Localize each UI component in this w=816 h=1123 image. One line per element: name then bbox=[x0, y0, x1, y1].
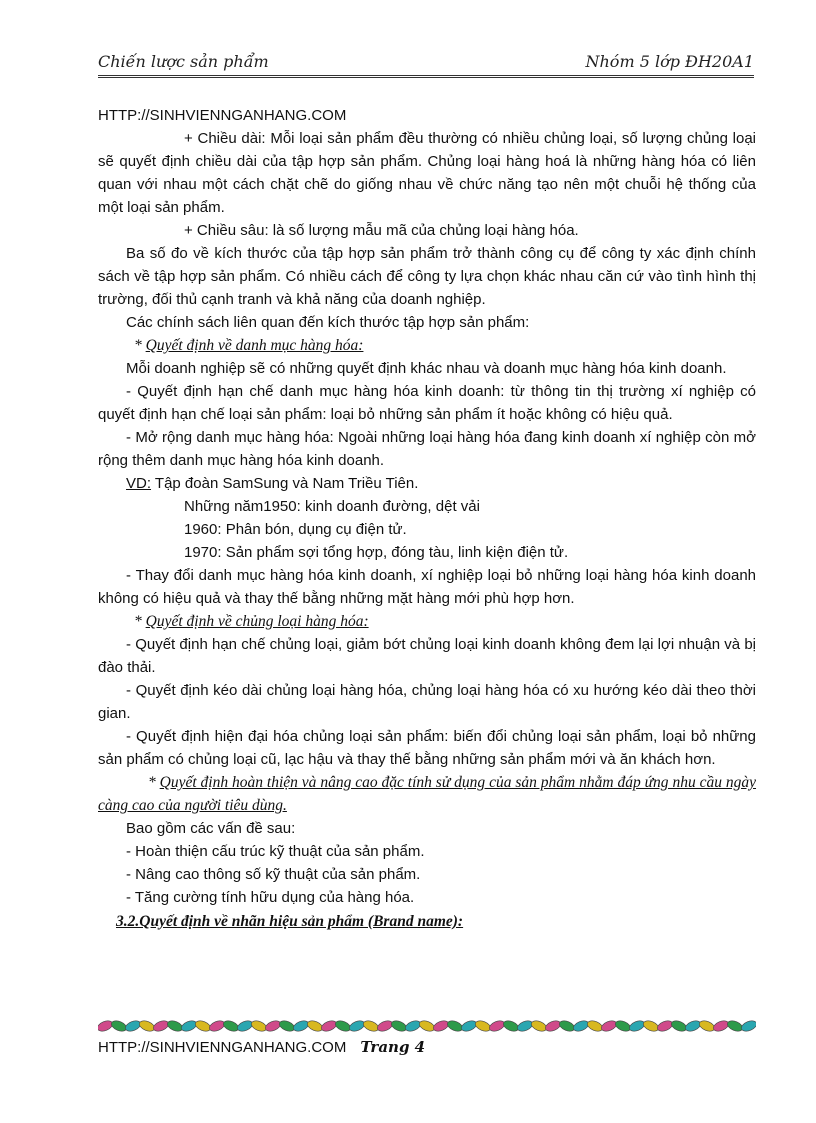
page-number: Trang 4 bbox=[360, 1038, 426, 1056]
paragraph-bao-gom: Bao gồm các vấn đề sau: bbox=[126, 820, 296, 837]
source-url: HTTP://SINHVIENNGANHANG.COM bbox=[98, 107, 347, 124]
paragraph-hien-dai-hoa: - Quyết định hiện đại hóa chủng loại sản phẩm: biến đổi chủng loại sản phẩm, loại bỏ những sản phẩm có chủng loại cũ, lạc hậu và thay thế bằng những sản phẩm mới và ăn khách hơn. bbox=[98, 728, 756, 768]
border-link bbox=[222, 1019, 240, 1033]
subheading-chung-loai bbox=[98, 610, 756, 633]
border-link bbox=[740, 1019, 756, 1033]
page-header bbox=[98, 50, 754, 78]
border-link bbox=[446, 1019, 464, 1033]
border-link bbox=[334, 1019, 352, 1033]
star-marker: * bbox=[148, 774, 156, 791]
border-link bbox=[320, 1019, 338, 1033]
header-group: Nhóm 5 lớp ĐH20A1 bbox=[585, 52, 754, 71]
paragraph-chieu-sau: + Chiều sâu: là số lượng mẫu mã của chủng loại hàng hóa. bbox=[184, 222, 579, 239]
border-link bbox=[530, 1019, 548, 1033]
border-link bbox=[712, 1019, 730, 1033]
border-link bbox=[502, 1019, 520, 1033]
border-link bbox=[236, 1019, 254, 1033]
border-link bbox=[278, 1019, 296, 1033]
border-link bbox=[474, 1019, 492, 1033]
subheading-chung-loai-text: Quyết định về chủng loại hàng hóa: bbox=[145, 613, 369, 630]
footer-url: HTTP://SINHVIENNGANHANG.COM bbox=[98, 1039, 347, 1056]
border-link bbox=[208, 1019, 226, 1033]
border-link bbox=[250, 1019, 268, 1033]
paragraph-ba-so-do: Ba số đo về kích thước của tập hợp sản phẩm trở thành công cụ để công ty xác định chính sách về tập hợp sản phẩm. Có nhiều cách để công ty lựa chọn khác nhau căn cứ vào tình hình thị trường, đối thủ cạnh tranh và khả năng của doanh nghiệp. bbox=[98, 245, 756, 308]
border-link bbox=[726, 1019, 744, 1033]
border-link bbox=[600, 1019, 618, 1033]
border-link bbox=[516, 1019, 534, 1033]
border-link bbox=[124, 1019, 142, 1033]
paragraph-cac-chinh-sach: Các chính sách liên quan đến kích thước tập hợp sản phẩm: bbox=[126, 314, 530, 331]
border-link bbox=[180, 1019, 198, 1033]
border-link bbox=[264, 1019, 282, 1033]
paragraph-han-che-danh-muc: - Quyết định hạn chế danh mục hàng hóa kinh doanh: từ thông tin thị trường xí nghiệp có quyết định hạn chế loại sản phẩm: loại bỏ những sản phẩm ít hoặc không có hiệu quả. bbox=[98, 383, 756, 423]
list-item-cau-truc: - Hoàn thiện cấu trúc kỹ thuật của sản phẩm. bbox=[126, 843, 425, 860]
border-link bbox=[642, 1019, 660, 1033]
list-item-thong-so: - Nâng cao thông số kỹ thuật của sản phẩm. bbox=[126, 866, 421, 883]
border-link bbox=[292, 1019, 310, 1033]
border-link bbox=[362, 1019, 380, 1033]
border-link bbox=[572, 1019, 590, 1033]
example-label: VD: bbox=[126, 475, 152, 492]
subheading-danh-muc bbox=[98, 334, 756, 357]
border-link bbox=[558, 1019, 576, 1033]
example-1950: Những năm1950: kinh doanh đường, dệt vải bbox=[184, 498, 480, 515]
example-1970: 1970: Sản phẩm sợi tổng hợp, đóng tàu, linh kiện điện tử. bbox=[184, 544, 569, 561]
border-link bbox=[166, 1019, 184, 1033]
header-rule bbox=[98, 75, 754, 78]
border-link bbox=[670, 1019, 688, 1033]
border-link bbox=[152, 1019, 170, 1033]
example-text: Tập đoàn SamSung và Nam Triều Tiên. bbox=[154, 475, 419, 492]
decorative-border bbox=[98, 1018, 756, 1034]
document-body bbox=[98, 104, 756, 933]
page-footer bbox=[98, 1038, 425, 1057]
example-1960: 1960: Phân bón, dụng cụ điện tử. bbox=[184, 521, 407, 538]
border-link bbox=[614, 1019, 632, 1033]
border-link bbox=[418, 1019, 436, 1033]
border-link bbox=[460, 1019, 478, 1033]
border-link bbox=[110, 1019, 128, 1033]
star-marker: * bbox=[134, 613, 142, 630]
paragraph-thay-doi-danh-muc: - Thay đổi danh mục hàng hóa kinh doanh, xí nghiệp loại bỏ những loại hàng hóa kinh doanh không có hiệu quả và thay thế bằng những mặt hàng mới phù hợp hơn. bbox=[98, 567, 756, 607]
border-link bbox=[628, 1019, 646, 1033]
border-link bbox=[306, 1019, 324, 1033]
section-heading-brand-name: 3.2.Quyết định về nhãn hiệu sản phẩm (Brand name): bbox=[116, 913, 464, 930]
border-link bbox=[544, 1019, 562, 1033]
border-link bbox=[698, 1019, 716, 1033]
subheading-danh-muc-text: Quyết định về danh mục hàng hóa: bbox=[145, 337, 364, 354]
paragraph-keo-dai-chung-loai: - Quyết định kéo dài chủng loại hàng hóa, chủng loại hàng hóa có xu hướng kéo dài theo thời gian. bbox=[98, 682, 756, 722]
paragraph-han-che-chung-loai: - Quyết định hạn chế chủng loại, giảm bớt chủng loại kinh doanh không đem lại lợi nhuận và bị đào thải. bbox=[98, 636, 756, 676]
border-link bbox=[586, 1019, 604, 1033]
subheading-hoan-thien bbox=[98, 771, 756, 817]
star-marker: * bbox=[134, 337, 142, 354]
border-link bbox=[432, 1019, 450, 1033]
header-title: Chiến lược sản phẩm bbox=[98, 52, 269, 71]
border-link bbox=[390, 1019, 408, 1033]
border-link bbox=[684, 1019, 702, 1033]
paragraph-chieu-dai: + Chiều dài: Mỗi loại sản phẩm đều thường có nhiều chủng loại, số lượng chủng loại sẽ quyết định chiều dài của tập hợp sản phẩm. Chủng loại hàng hoá là những hàng hóa có liên quan với nhau một cách chặt chẽ do giống nhau về chức năng tạo nên một chuỗi hệ thống của một loại sản phẩm. bbox=[98, 130, 756, 216]
border-link bbox=[488, 1019, 506, 1033]
border-link bbox=[404, 1019, 422, 1033]
border-link bbox=[656, 1019, 674, 1033]
border-link bbox=[376, 1019, 394, 1033]
paragraph-moi-doanh-nghiep: Mỗi doanh nghiệp sẽ có những quyết định khác nhau và doanh mục hàng hóa kinh doanh. bbox=[126, 360, 727, 377]
paragraph-mo-rong-danh-muc: - Mở rộng danh mục hàng hóa: Ngoài những loại hàng hóa đang kinh doanh xí nghiệp còn mở rộng thêm danh mục hàng hóa kinh doanh. bbox=[98, 429, 756, 469]
example-intro bbox=[98, 472, 756, 495]
subheading-hoan-thien-text: Quyết định hoàn thiện và nâng cao đặc tính sử dụng của sản phẩm nhằm đáp ứng nhu cầu ngày càng cao của người tiêu dùng. bbox=[98, 774, 757, 814]
list-item-huu-dung: - Tăng cường tính hữu dụng của hàng hóa. bbox=[126, 889, 415, 906]
border-link bbox=[138, 1019, 156, 1033]
border-link bbox=[348, 1019, 366, 1033]
border-link bbox=[194, 1019, 212, 1033]
